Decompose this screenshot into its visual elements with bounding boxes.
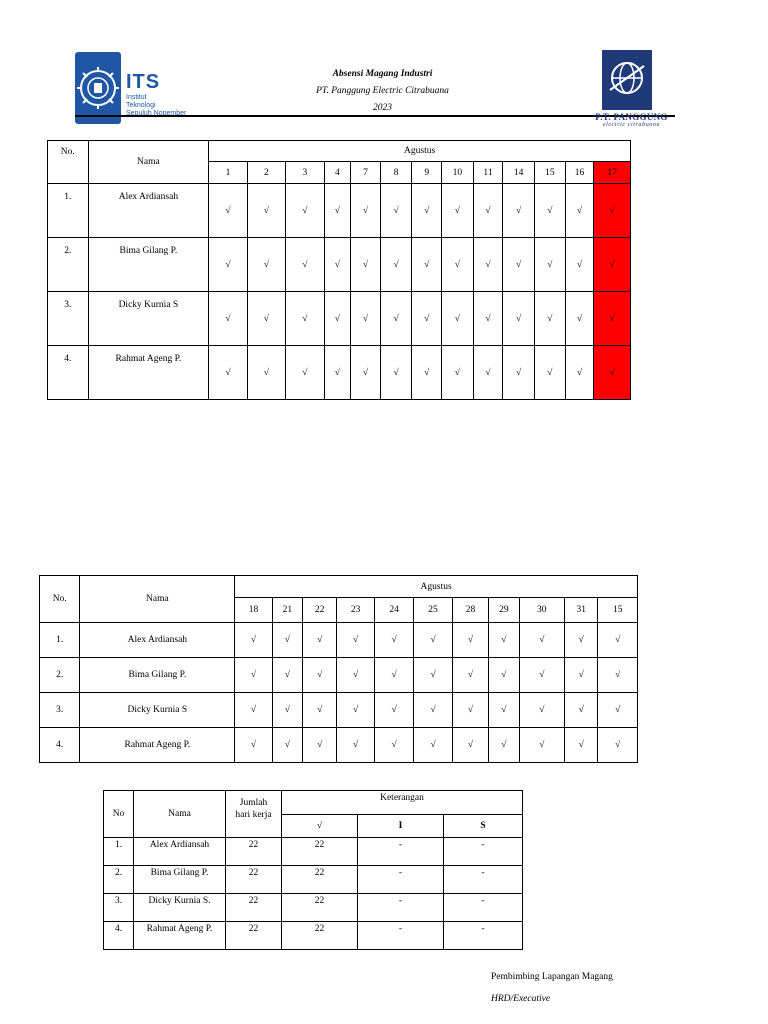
check-mark: √ [442, 346, 474, 400]
row-nama: Dicky Kurnia S [88, 292, 209, 346]
check-mark: √ [374, 728, 413, 763]
check-mark: √ [412, 184, 442, 238]
check-mark: √ [473, 238, 503, 292]
row-izin: - [358, 838, 444, 866]
check-mark: √ [489, 693, 519, 728]
header-month: Agustus [235, 576, 638, 598]
row-no: 1. [48, 184, 89, 238]
row-no: 3. [48, 292, 89, 346]
check-mark: √ [337, 658, 374, 693]
check-mark: √ [374, 623, 413, 658]
check-mark: √ [272, 658, 302, 693]
row-nama: Alex Ardiansah [80, 623, 235, 658]
check-mark: √ [565, 728, 598, 763]
its-line1: Institut [126, 94, 147, 101]
check-mark: √ [503, 184, 535, 238]
day-header: 4 [324, 162, 351, 184]
check-mark-highlighted: √ [594, 346, 631, 400]
check-mark: √ [519, 658, 565, 693]
header-sakit: S [444, 815, 523, 838]
row-nama: Alex Ardiansah [88, 184, 209, 238]
check-mark: √ [598, 623, 638, 658]
check-mark: √ [272, 728, 302, 763]
day-header: 29 [489, 598, 519, 623]
check-mark: √ [442, 184, 474, 238]
check-mark: √ [324, 184, 351, 238]
summary-table [103, 790, 523, 950]
row-no: 3. [104, 894, 134, 922]
table-row [48, 238, 631, 292]
check-mark: √ [519, 693, 565, 728]
row-nama: Rahmat Ageng P. [88, 346, 209, 400]
document-header [230, 66, 535, 117]
row-nama: Alex Ardiansah [134, 838, 226, 866]
day-header: 9 [412, 162, 442, 184]
row-jumlah: 22 [226, 838, 282, 866]
day-header: 7 [351, 162, 381, 184]
check-mark: √ [565, 292, 594, 346]
check-mark: √ [503, 292, 535, 346]
check-mark: √ [209, 346, 247, 400]
pt-panggung-name: P.T. PANGGUNG [595, 112, 668, 122]
header-month: Agustus [209, 141, 631, 162]
check-mark-highlighted: √ [594, 292, 631, 346]
check-mark: √ [303, 728, 337, 763]
check-mark: √ [380, 346, 412, 400]
check-mark: √ [351, 346, 381, 400]
row-nama: Bima Gilang P. [88, 238, 209, 292]
row-no: 2. [40, 658, 80, 693]
check-mark: √ [286, 184, 324, 238]
check-mark-highlighted: √ [594, 238, 631, 292]
row-no: 1. [40, 623, 80, 658]
check-mark: √ [503, 238, 535, 292]
check-mark: √ [209, 292, 247, 346]
check-mark: √ [519, 728, 565, 763]
row-no: 1. [104, 838, 134, 866]
row-jumlah: 22 [226, 866, 282, 894]
day-header: 28 [452, 598, 488, 623]
check-mark: √ [598, 693, 638, 728]
table-row [48, 292, 631, 346]
check-mark: √ [442, 238, 474, 292]
row-sakit: - [444, 838, 523, 866]
row-jumlah: 22 [226, 922, 282, 950]
its-line3: Sepuluh Nopember [126, 110, 187, 117]
check-mark: √ [598, 728, 638, 763]
check-mark: √ [351, 184, 381, 238]
day-header: 24 [374, 598, 413, 623]
check-mark: √ [235, 623, 272, 658]
check-mark: √ [209, 238, 247, 292]
check-mark: √ [565, 238, 594, 292]
check-mark: √ [473, 292, 503, 346]
table-row [104, 838, 523, 866]
header-no: No [104, 791, 134, 838]
check-mark: √ [565, 658, 598, 693]
row-nama: Bima Gilang P. [80, 658, 235, 693]
check-mark: √ [503, 346, 535, 400]
header-nama: Nama [88, 141, 209, 184]
check-mark: √ [412, 292, 442, 346]
attendance-table-1 [47, 140, 631, 400]
document-title: Absensi Magang Industri [332, 69, 433, 79]
check-mark: √ [286, 238, 324, 292]
pt-panggung-sub: electric citrabuana [602, 122, 661, 128]
check-mark: √ [324, 292, 351, 346]
signature-block [491, 966, 613, 1010]
check-mark: √ [534, 184, 565, 238]
check-mark: √ [452, 728, 488, 763]
day-header: 22 [303, 598, 337, 623]
day-header: 11 [473, 162, 503, 184]
day-header: 25 [414, 598, 452, 623]
check-mark: √ [303, 693, 337, 728]
attendance-table-2 [39, 575, 638, 763]
header-no: No. [40, 576, 80, 623]
check-mark: √ [473, 184, 503, 238]
check-mark: √ [380, 184, 412, 238]
day-header: 23 [337, 598, 374, 623]
table-row [40, 623, 638, 658]
day-header: 31 [565, 598, 598, 623]
row-hadir: 22 [282, 838, 358, 866]
signature-role: HRD/Executive [491, 994, 551, 1004]
check-mark: √ [272, 693, 302, 728]
check-mark: √ [374, 693, 413, 728]
check-mark: √ [414, 728, 452, 763]
row-izin: - [358, 866, 444, 894]
row-nama: Dicky Kurnia S. [134, 894, 226, 922]
check-mark-highlighted: √ [594, 184, 631, 238]
check-mark: √ [374, 658, 413, 693]
day-header: 2 [247, 162, 285, 184]
check-mark: √ [414, 658, 452, 693]
check-mark: √ [303, 623, 337, 658]
check-mark: √ [380, 292, 412, 346]
check-mark: √ [489, 658, 519, 693]
header-keterangan: Keterangan [282, 791, 523, 815]
table-row [104, 894, 523, 922]
check-mark: √ [351, 238, 381, 292]
row-hadir: 22 [282, 894, 358, 922]
signature-label: Pembimbing Lapangan Magang [491, 972, 613, 982]
check-mark: √ [565, 184, 594, 238]
row-no: 4. [48, 346, 89, 400]
check-mark: √ [489, 728, 519, 763]
row-no: 4. [40, 728, 80, 763]
check-mark: √ [351, 292, 381, 346]
check-mark: √ [235, 658, 272, 693]
check-mark: √ [286, 292, 324, 346]
day-header: 14 [503, 162, 535, 184]
check-mark: √ [324, 346, 351, 400]
header-jumlah [226, 791, 282, 838]
check-mark: √ [565, 346, 594, 400]
check-mark: √ [337, 623, 374, 658]
day-header: 3 [286, 162, 324, 184]
header-nama: Nama [134, 791, 226, 838]
check-mark: √ [286, 346, 324, 400]
row-jumlah: 22 [226, 894, 282, 922]
row-nama: Rahmat Ageng P. [134, 922, 226, 950]
check-mark: √ [412, 238, 442, 292]
pt-panggung-logo [594, 50, 669, 130]
check-mark: √ [414, 693, 452, 728]
day-header: 16 [565, 162, 594, 184]
globe-icon [602, 50, 652, 110]
table-row [40, 728, 638, 763]
check-mark: √ [209, 184, 247, 238]
company-name: PT. Panggung Electric Citrabuana [316, 86, 449, 96]
document-year: 2023 [373, 103, 392, 113]
check-mark: √ [337, 728, 374, 763]
header-izin: I [358, 815, 444, 838]
check-mark: √ [442, 292, 474, 346]
check-mark: √ [380, 238, 412, 292]
check-mark: √ [489, 623, 519, 658]
check-mark: √ [534, 238, 565, 292]
its-line2: Teknologi [126, 102, 156, 109]
row-nama: Rahmat Ageng P. [80, 728, 235, 763]
row-izin: - [358, 922, 444, 950]
check-mark: √ [247, 292, 285, 346]
row-sakit: - [444, 894, 523, 922]
check-mark: √ [247, 184, 285, 238]
check-mark: √ [247, 238, 285, 292]
day-header: 1 [209, 162, 247, 184]
check-mark: √ [324, 238, 351, 292]
check-mark: √ [414, 623, 452, 658]
check-mark: √ [452, 658, 488, 693]
check-mark: √ [598, 658, 638, 693]
header-no: No. [48, 141, 89, 184]
row-nama: Bima Gilang P. [134, 866, 226, 894]
day-header-highlighted: 17 [594, 162, 631, 184]
header-hadir: √ [282, 815, 358, 838]
day-header: 30 [519, 598, 565, 623]
its-brand: ITS [126, 71, 161, 93]
table-row [48, 346, 631, 400]
check-mark: √ [565, 693, 598, 728]
row-no: 2. [104, 866, 134, 894]
table-row [104, 866, 523, 894]
day-header: 10 [442, 162, 474, 184]
check-mark: √ [272, 623, 302, 658]
day-header: 21 [272, 598, 302, 623]
check-mark: √ [534, 292, 565, 346]
day-header: 15 [534, 162, 565, 184]
header-nama: Nama [80, 576, 235, 623]
table-row [40, 658, 638, 693]
row-no: 2. [48, 238, 89, 292]
row-izin: - [358, 894, 444, 922]
day-header: 18 [235, 598, 272, 623]
table-row [40, 693, 638, 728]
check-mark: √ [473, 346, 503, 400]
check-mark: √ [235, 693, 272, 728]
row-sakit: - [444, 866, 523, 894]
check-mark: √ [452, 623, 488, 658]
check-mark: √ [452, 693, 488, 728]
check-mark: √ [235, 728, 272, 763]
table-row [48, 184, 631, 238]
header-jumlah-line1: Jumlah [239, 798, 268, 808]
check-mark: √ [534, 346, 565, 400]
its-logo [75, 52, 195, 124]
row-no: 3. [40, 693, 80, 728]
check-mark: √ [337, 693, 374, 728]
row-hadir: 22 [282, 866, 358, 894]
row-nama: Dicky Kurnia S [80, 693, 235, 728]
its-emblem-icon [75, 52, 121, 124]
check-mark: √ [247, 346, 285, 400]
check-mark: √ [519, 623, 565, 658]
check-mark: √ [565, 623, 598, 658]
header-jumlah-line2: hari kerja [235, 810, 272, 820]
day-header: 15 [598, 598, 638, 623]
row-sakit: - [444, 922, 523, 950]
day-header: 8 [380, 162, 412, 184]
check-mark: √ [412, 346, 442, 400]
row-hadir: 22 [282, 922, 358, 950]
table-row [104, 922, 523, 950]
row-no: 4. [104, 922, 134, 950]
check-mark: √ [303, 658, 337, 693]
